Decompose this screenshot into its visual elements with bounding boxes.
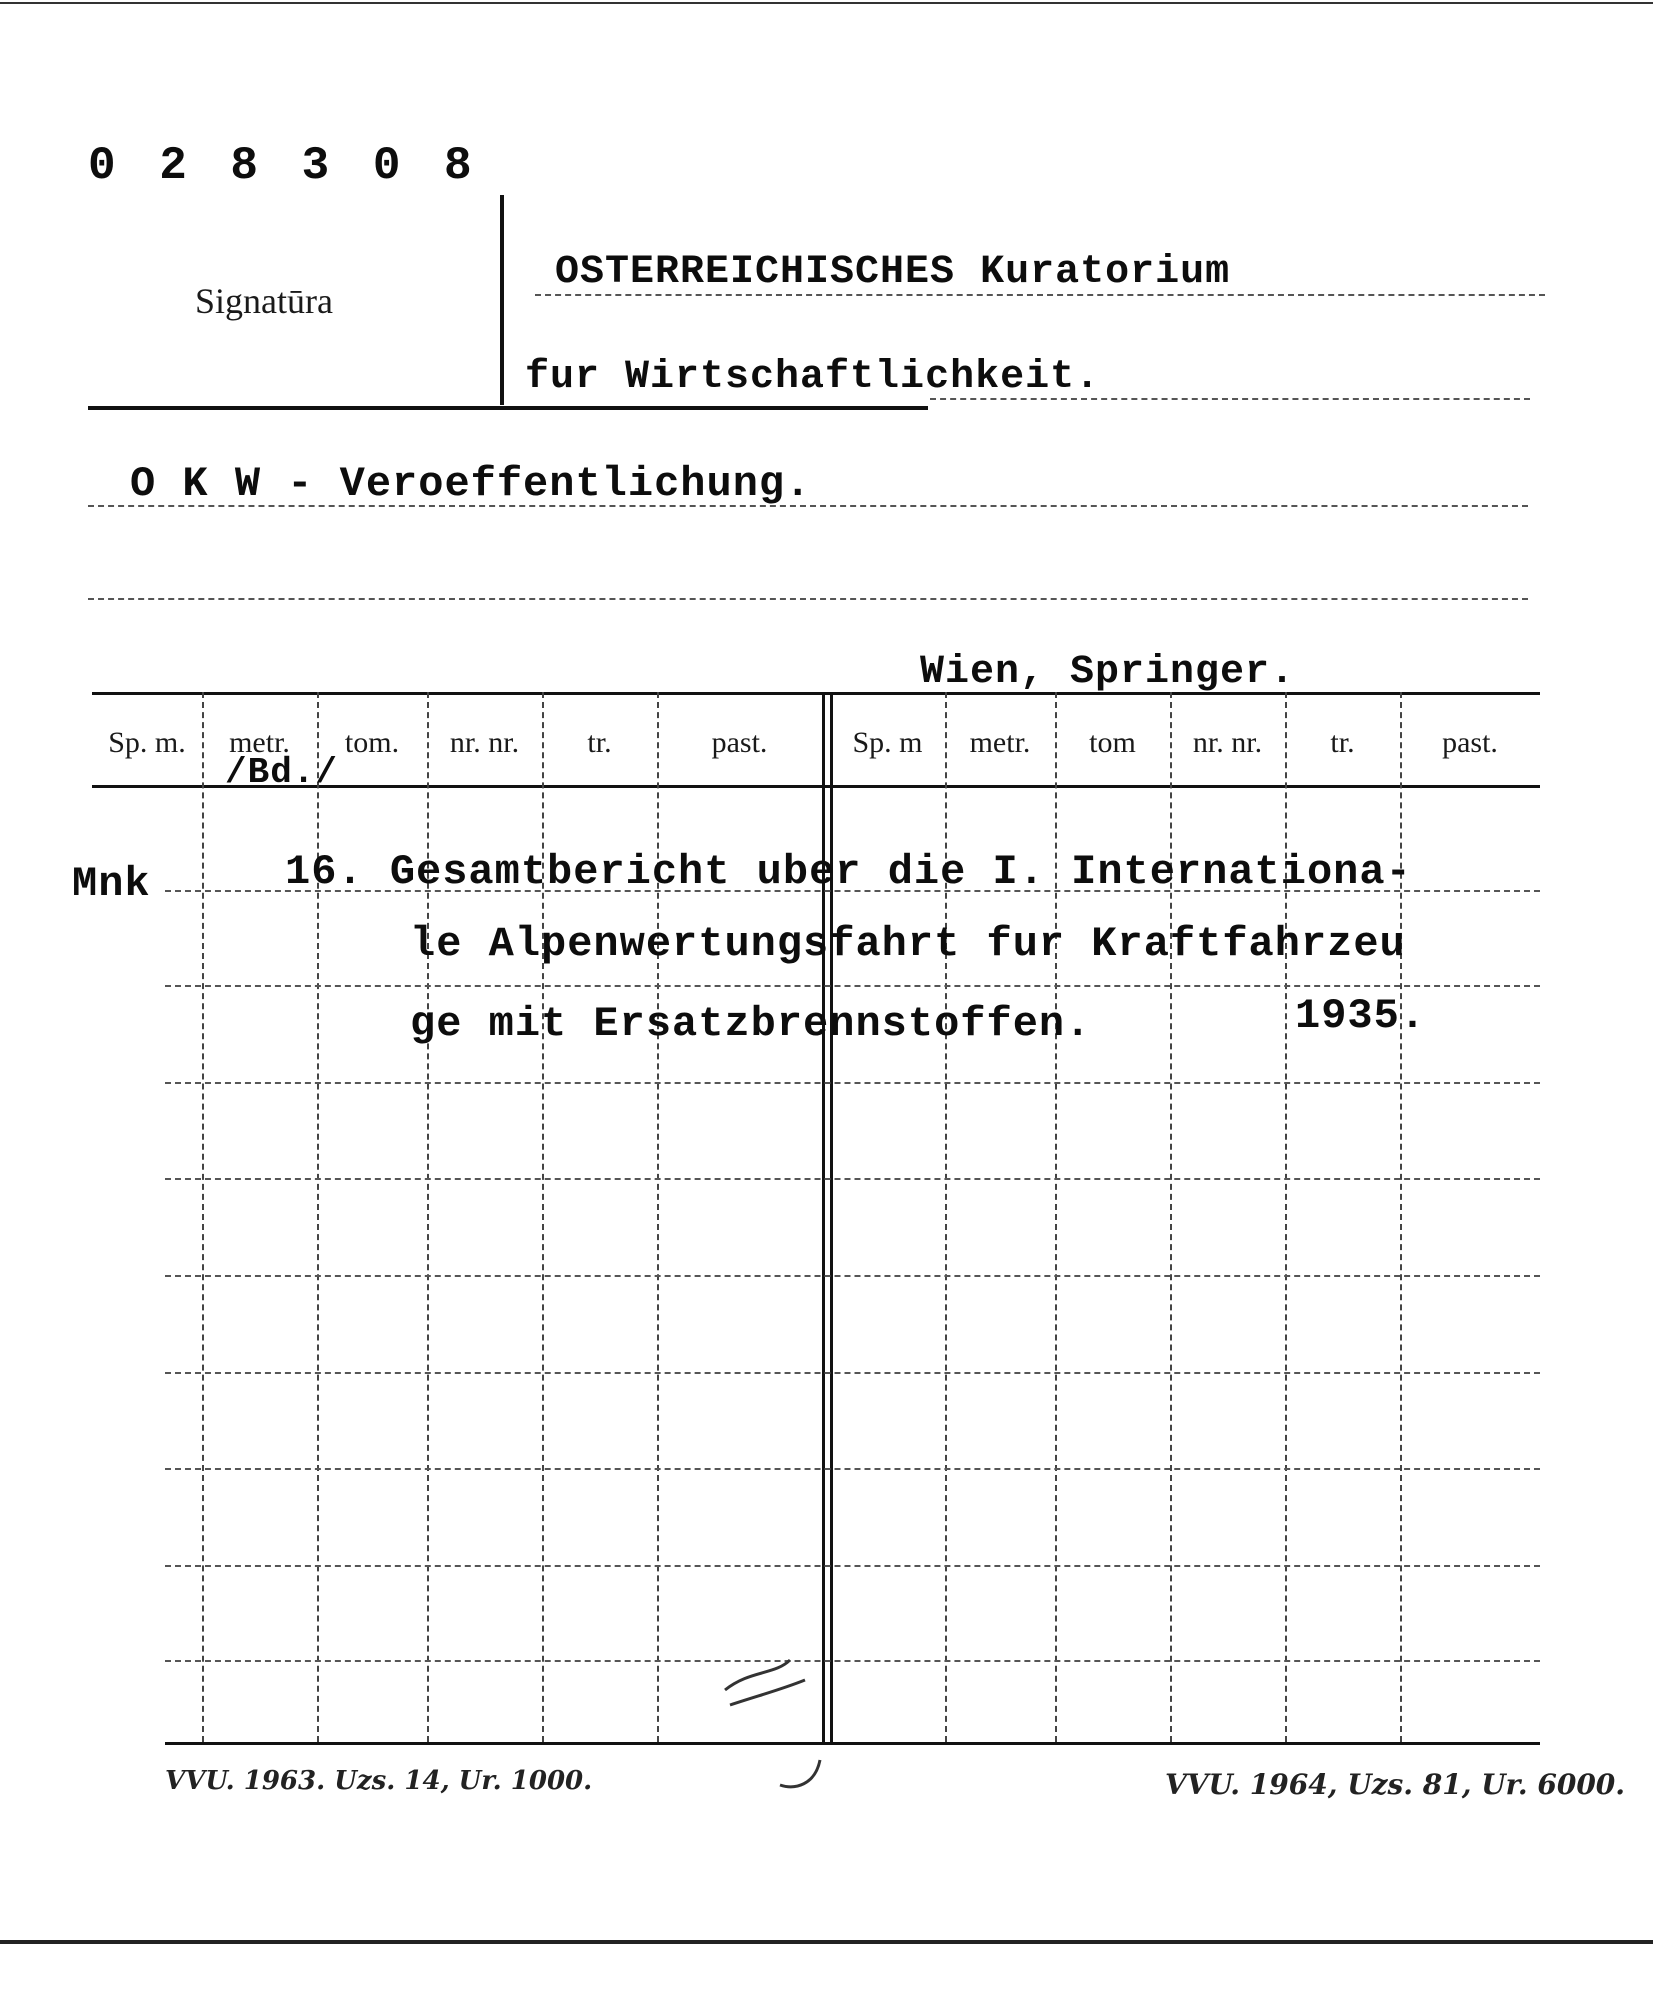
rule <box>535 294 1545 296</box>
header-tom: tom. <box>344 726 400 759</box>
location-mark: Mnk <box>72 860 151 908</box>
table-bottom-rule <box>165 1742 1540 1745</box>
table-top-rule <box>92 692 1540 695</box>
header-metr: metr. <box>229 726 290 759</box>
footnote-left: VVU. 1963. Uzs. 14, Ur. 1000. <box>165 1766 593 1796</box>
header-past-right: past. <box>1442 726 1498 759</box>
header-past: past. <box>711 726 768 759</box>
title-line-1: 16. Gesamtbericht uber die I. Internationa- <box>285 848 1412 896</box>
row-line <box>165 1565 1540 1567</box>
card-top-edge <box>0 2 1653 4</box>
series-line: O K W - Veroeffentlichung. <box>130 460 812 508</box>
rule <box>88 598 1528 600</box>
footnote-right: VVU. 1964, Uzs. 81, Ur. 6000. <box>1165 1768 1626 1801</box>
header-nr-nr-right: nr. nr. <box>1192 726 1263 759</box>
card-bottom-edge <box>0 1940 1653 1944</box>
header-sp-m: Sp. m. <box>108 726 186 759</box>
signature-label: Signatūra <box>195 281 333 321</box>
scribble-mark <box>720 1650 840 1810</box>
header-metr-right: metr. <box>969 726 1031 759</box>
row-line <box>165 1082 1540 1084</box>
title-line-3: ge mit Ersatzbrennstoffen. <box>410 1000 1092 1048</box>
row-line <box>165 1275 1540 1277</box>
row-line <box>165 1660 1540 1662</box>
row-line <box>165 1468 1540 1470</box>
title-line-2: le Alpenwertungsfahrt fur Kraftfahrzeu <box>410 920 1406 968</box>
publisher: Wien, Springer. <box>920 650 1296 695</box>
header-tom-right: tom <box>1089 726 1136 759</box>
header-sp-m-right: Sp. m <box>852 726 923 759</box>
column-line <box>202 692 204 1742</box>
header-tr-right: tr. <box>1330 726 1355 759</box>
author-line-1: OSTERREICHISCHES Kuratorium <box>555 250 1231 295</box>
volume-marker: /Bd./ <box>225 752 339 793</box>
row-line <box>165 985 1540 987</box>
header-nr-nr: nr. nr. <box>449 726 520 759</box>
row-line <box>165 1178 1540 1180</box>
author-line-2: fur Wirtschaftlichkeit. <box>525 355 1101 400</box>
header-divider <box>500 195 504 405</box>
header-tr: tr. <box>587 726 612 759</box>
year: 1935. <box>1295 992 1427 1040</box>
rule <box>88 505 1528 507</box>
row-line <box>165 1372 1540 1374</box>
rule <box>930 398 1530 400</box>
card-number: 0 2 8 3 0 8 <box>88 140 480 192</box>
header-rule <box>88 406 928 410</box>
